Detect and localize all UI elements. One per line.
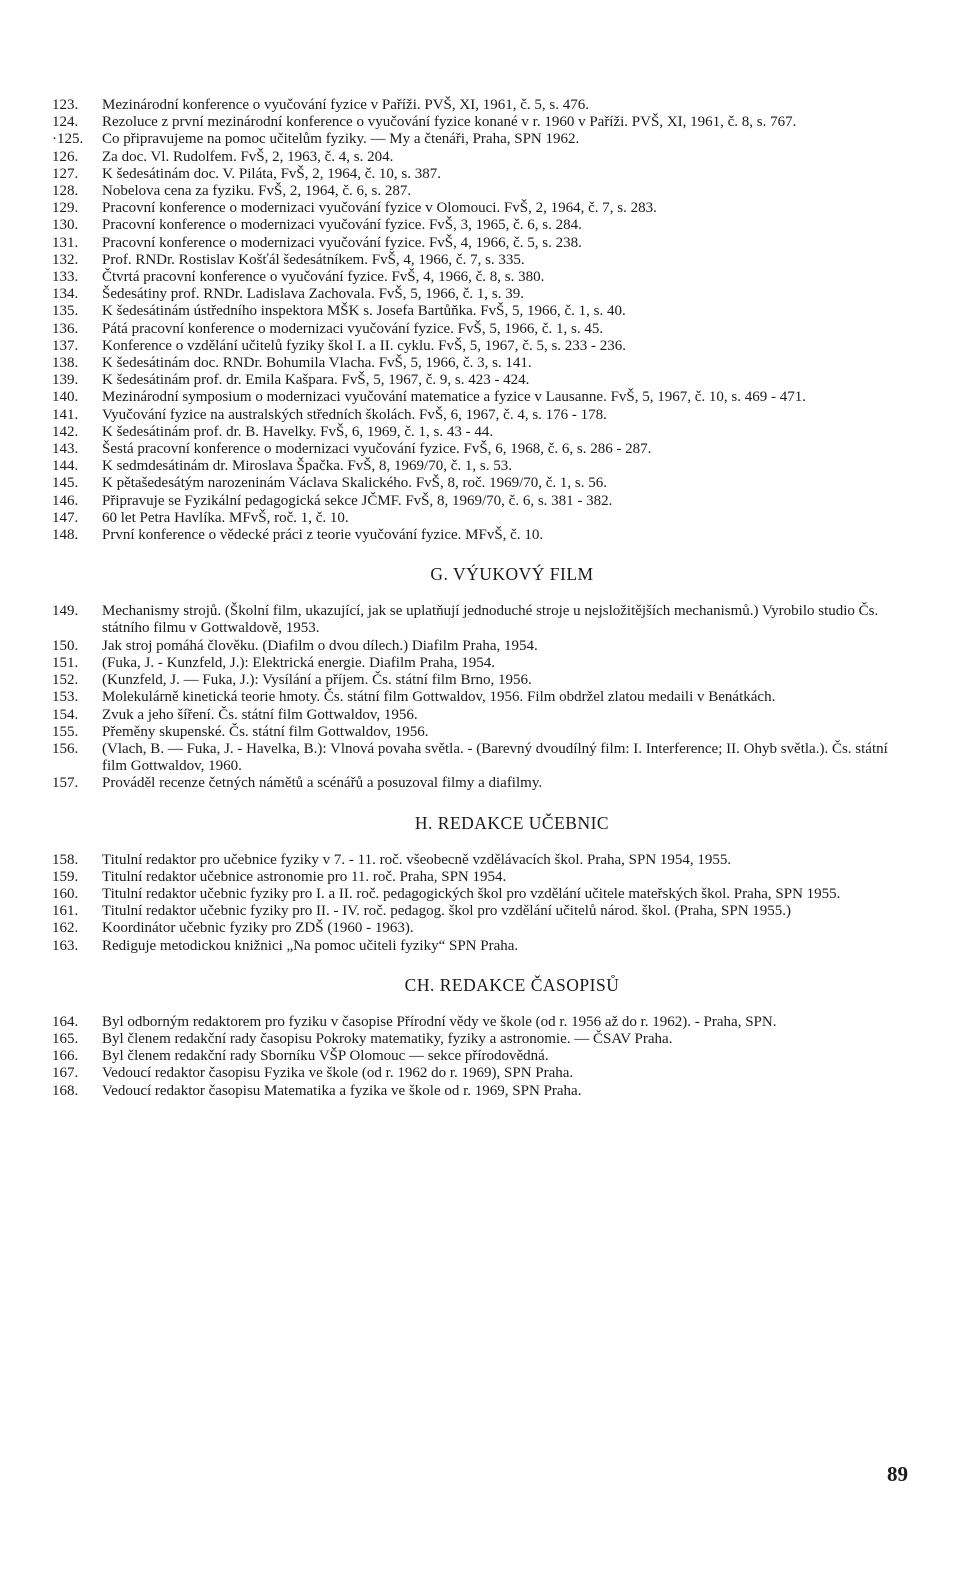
entry-number: 146. xyxy=(52,492,79,509)
bibliography-entry xyxy=(52,603,912,637)
bibliography-entry xyxy=(52,869,912,886)
bibliography-entry xyxy=(52,183,912,200)
entry-text: Titulní redaktor pro učebnice fyziky v 7. - 11. roč. všeobecně vzdělávacích škol. Praha, SPN 1954, 1955. xyxy=(102,851,732,868)
entry-text: Nobelova cena za fyziku. FvŠ, 2, 1964, č. 6, s. 287. xyxy=(102,183,412,200)
bibliography-entry xyxy=(52,1065,912,1082)
entry-text: Co připravujeme na pomoc učitelům fyziky. — My a čtenáři, Praha, SPN 1962. xyxy=(102,131,580,148)
entry-number: 150. xyxy=(52,637,79,654)
entry-text: Rediguje metodickou knižnici „Na pomoc učiteli fyziky“ SPN Praha. xyxy=(102,937,519,954)
entry-number: 163. xyxy=(52,937,79,954)
entry-list-journals xyxy=(52,1014,912,1100)
bibliography-entry xyxy=(52,338,912,355)
entry-text: Za doc. Vl. Rudolfem. FvŠ, 2, 1963, č. 4, s. 204. xyxy=(102,148,394,165)
entry-number: 155. xyxy=(52,723,79,740)
entry-number: 127. xyxy=(52,165,79,182)
bibliography-entry xyxy=(52,97,912,114)
bibliography-entry xyxy=(52,372,912,389)
bibliography-entry xyxy=(52,252,912,269)
entry-number: 149. xyxy=(52,603,79,620)
entry-text: Pracovní konference o modernizaci vyučování fyzice. FvŠ, 3, 1965, č. 6, s. 284. xyxy=(102,217,582,234)
bibliography-entry xyxy=(52,389,912,406)
bibliography-entry xyxy=(52,655,912,672)
entry-number: 128. xyxy=(52,183,79,200)
entry-text: K šedesátinám ústředního inspektora MŠK s. Josefa Bartůňka. FvŠ, 5, 1966, č. 1, s. 40. xyxy=(102,303,626,320)
entry-number: 145. xyxy=(52,475,79,492)
bibliography-entry xyxy=(52,424,912,441)
bibliography-entry xyxy=(52,458,912,475)
bibliography-entry xyxy=(52,303,912,320)
entry-number: 137. xyxy=(52,337,79,354)
entry-text: K pětašedesátým narozeninám Václava Skalického. FvŠ, 8, roč. 1969/70, č. 1, s. 56. xyxy=(102,475,608,492)
bibliography-entry xyxy=(52,441,912,458)
entry-number: 142. xyxy=(52,423,79,440)
entry-text: Pracovní konference o modernizaci vyučování fyzice v Olomouci. FvŠ, 2, 1964, č. 7, s. 283. xyxy=(102,200,657,217)
bibliography-entry xyxy=(52,775,912,792)
entry-number: 140. xyxy=(52,389,79,406)
entry-number: 126. xyxy=(52,148,79,165)
entry-number: 123. xyxy=(52,97,79,113)
entry-text: Molekulárně kinetická teorie hmoty. Čs. státní film Gottwaldov, 1956. Film obdržel zlatou medaili v Benátkách. xyxy=(102,689,776,706)
entry-text: (Kunzfeld, J. — Fuka, J.): Vysílání a příjem. Čs. státní film Brno, 1956. xyxy=(102,672,532,689)
entry-number: 167. xyxy=(52,1065,79,1082)
entry-text: Koordinátor učebnic fyziky pro ZDŠ (1960 - 1963). xyxy=(102,920,414,937)
entry-number: 130. xyxy=(52,217,79,234)
entry-number: 129. xyxy=(52,200,79,217)
entry-text: Čtvrtá pracovní konference o vyučování fyzice. FvŠ, 4, 1966, č. 8, s. 380. xyxy=(102,269,545,286)
bibliography-entry xyxy=(52,1083,912,1100)
entry-number: 139. xyxy=(52,372,79,389)
bibliography-entry xyxy=(52,886,912,903)
entry-text: Vedoucí redaktor časopisu Fyzika ve škole (od r. 1962 do r. 1969), SPN Praha. xyxy=(102,1065,574,1082)
bibliography-entry xyxy=(52,269,912,286)
entry-text: K sedmdesátinám dr. Miroslava Špačka. FvŠ, 8, 1969/70, č. 1, s. 53. xyxy=(102,458,512,475)
page-number: 89 xyxy=(887,1462,908,1486)
bibliography-entry xyxy=(52,1014,912,1031)
bibliography-entry xyxy=(52,724,912,741)
entry-number: 133. xyxy=(52,269,79,286)
bibliography-entry xyxy=(52,149,912,166)
entry-number: ·125. xyxy=(52,131,84,148)
bibliography-entry xyxy=(52,903,912,920)
entry-text: Konference o vzdělání učitelů fyziky škol I. a II. cyklu. FvŠ, 5, 1967, č. 5, s. 233 - 236. xyxy=(102,337,627,354)
entry-text: K šedesátinám doc. V. Piláta, FvŠ, 2, 1964, č. 10, s. 387. xyxy=(102,165,442,182)
entry-number: 161. xyxy=(52,903,79,920)
entry-number: 138. xyxy=(52,355,79,372)
entry-number: 156. xyxy=(52,740,79,757)
entry-list-film xyxy=(52,603,912,792)
entry-text: K šedesátinám doc. RNDr. Bohumila Vlacha. FvŠ, 5, 1966, č. 3, s. 141. xyxy=(102,355,532,372)
entry-number: 160. xyxy=(52,885,79,902)
bibliography-entry xyxy=(52,131,912,148)
entry-text: Byl členem redakční rady časopisu Pokroky matematiky, fyziky a astronomie. — ČSAV Praha. xyxy=(102,1030,673,1047)
entry-number: 168. xyxy=(52,1082,79,1099)
entry-text: Jak stroj pomáhá člověku. (Diafilm o dvou dílech.) Diafilm Praha, 1954. xyxy=(102,637,538,654)
entry-text: Titulní redaktor učebnice astronomie pro 11. roč. Praha, SPN 1954. xyxy=(102,868,507,885)
bibliography-entry xyxy=(52,938,912,955)
bibliography-entry xyxy=(52,286,912,303)
entry-number: 151. xyxy=(52,654,79,671)
bibliography-entry xyxy=(52,114,912,131)
entry-text: Prováděl recenze četných námětů a scénářů a posuzoval filmy a diafilmy. xyxy=(102,775,543,792)
entry-text: Šedesátiny prof. RNDr. Ladislava Zachovala. FvŠ, 5, 1966, č. 1, s. 39. xyxy=(102,286,525,303)
entry-text: (Vlach, B. — Fuka, J. - Havelka, B.): Vlnová povaha světla. - (Barevný dvoudílný film: I. Interference; II. Ohyb světla.). Čs. státní film Gottwaldov, 1960. xyxy=(102,740,888,775)
entry-text: Vedoucí redaktor časopisu Matematika a fyzika ve škole od r. 1969, SPN Praha. xyxy=(102,1082,582,1099)
bibliography-entry xyxy=(52,689,912,706)
bibliography-entry xyxy=(52,672,912,689)
entry-text: Byl odborným redaktorem pro fyziku v časopise Přírodní vědy ve škole (od r. 1956 až do r. 1962). - Praha, SPN. xyxy=(102,1013,777,1030)
section-heading-journals: CH. REDAKCE ČASOPISŮ xyxy=(404,974,620,995)
entry-text: Rezoluce z první mezinárodní konference o vyučování fyzice konané v r. 1960 v Paříži. PVŠ, XI, 1961, č. 8, s. 767. xyxy=(102,114,797,131)
entry-text: 60 let Petra Havlíka. MFvŠ, roč. 1, č. 10. xyxy=(102,509,349,526)
bibliography-entry xyxy=(52,1048,912,1065)
entry-number: 148. xyxy=(52,527,79,544)
entry-number: 134. xyxy=(52,286,79,303)
entry-text: Byl členem redakční rady Sborníku VŠP Olomouc — sekce přírodovědná. xyxy=(102,1048,549,1065)
entry-text: Vyučování fyzice na australských středních školách. FvŠ, 6, 1967, č. 4, s. 176 - 178. xyxy=(102,406,607,423)
entry-number: 132. xyxy=(52,251,79,268)
entry-number: 166. xyxy=(52,1048,79,1065)
entry-number: 143. xyxy=(52,441,79,458)
bibliography-entry xyxy=(52,741,912,775)
entry-text: Mezinárodní symposium o modernizaci vyučování matematice a fyzice v Lausanne. FvŠ, 5, 1967, č. 10, s. 469 - 471. xyxy=(102,389,806,406)
entry-text: Mezinárodní konference o vyučování fyzice v Paříži. PVŠ, XI, 1961, č. 5, s. 476. xyxy=(102,97,589,113)
entry-text: Titulní redaktor učebnic fyziky pro II. - IV. roč. pedagog. škol pro vzdělání učitelů národ. škol. (Praha, SPN 1955.) xyxy=(102,903,792,920)
entry-number: 135. xyxy=(52,303,79,320)
bibliography-entry xyxy=(52,493,912,510)
bibliography-entry xyxy=(52,407,912,424)
bibliography-entry xyxy=(52,638,912,655)
bibliography-entry xyxy=(52,1031,912,1048)
bibliography-entry xyxy=(52,852,912,869)
entry-number: 152. xyxy=(52,672,79,689)
document-content xyxy=(52,97,912,1100)
entry-list-textbooks xyxy=(52,852,912,955)
entry-number: 147. xyxy=(52,509,79,526)
entry-number: 131. xyxy=(52,234,79,251)
bibliography-entry xyxy=(52,217,912,234)
section-heading-textbooks: H. REDAKCE UČEBNIC xyxy=(414,812,610,833)
entry-text: Pátá pracovní konference o modernizaci vyučování fyzice. FvŠ, 5, 1966, č. 1, s. 45. xyxy=(102,320,604,337)
entry-text: Zvuk a jeho šíření. Čs. státní film Gottwaldov, 1956. xyxy=(102,706,418,723)
entry-number: 136. xyxy=(52,320,79,337)
entry-text: Mechanismy strojů. (Školní film, ukazující, jak se uplatňují jednoduché stroje u nejsložitějších mechanismů.) Vyrobilo studio Čs. státního filmu v Gottwaldově, 1953. xyxy=(102,603,879,637)
bibliography-entry xyxy=(52,200,912,217)
entry-text: K šedesátinám prof. dr. Emila Kašpara. FvŠ, 5, 1967, č. 9, s. 423 - 424. xyxy=(102,372,530,389)
bibliography-entry xyxy=(52,510,912,527)
entry-text: Připravuje se Fyzikální pedagogická sekce JČMF. FvŠ, 8, 1969/70, č. 6, s. 381 - 382. xyxy=(102,492,613,509)
entry-number: 157. xyxy=(52,775,79,792)
bibliography-entry xyxy=(52,355,912,372)
entry-number: 165. xyxy=(52,1030,79,1047)
bibliography-entry xyxy=(52,321,912,338)
bibliography-entry xyxy=(52,707,912,724)
entry-text: Prof. RNDr. Rostislav Košťál šedesátníkem. FvŠ, 4, 1966, č. 7, s. 335. xyxy=(102,251,525,268)
entry-text: Titulní redaktor učebnic fyziky pro I. a II. roč. pedagogických škol pro vzdělání učitele mateřských škol. Praha, SPN 1955. xyxy=(102,885,841,902)
entry-number: 154. xyxy=(52,706,79,723)
bibliography-entry xyxy=(52,527,912,544)
entry-number: 159. xyxy=(52,868,79,885)
entry-number: 144. xyxy=(52,458,79,475)
entry-number: 164. xyxy=(52,1013,79,1030)
entry-number: 162. xyxy=(52,920,79,937)
entry-number: 153. xyxy=(52,689,79,706)
bibliography-entry xyxy=(52,166,912,183)
entry-number: 124. xyxy=(52,114,79,131)
entry-text: Přeměny skupenské. Čs. státní film Gottwaldov, 1956. xyxy=(102,723,429,740)
entry-number: 158. xyxy=(52,851,79,868)
entry-text: K šedesátinám prof. dr. B. Havelky. FvŠ, 6, 1969, č. 1, s. 43 - 44. xyxy=(102,423,494,440)
entry-list-misc xyxy=(52,97,912,544)
entry-text: Pracovní konference o modernizaci vyučování fyzice. FvŠ, 4, 1966, č. 5, s. 238. xyxy=(102,234,582,251)
entry-text: (Fuka, J. - Kunzfeld, J.): Elektrická energie. Diafilm Praha, 1954. xyxy=(102,654,495,671)
bibliography-entry xyxy=(52,475,912,492)
bibliography-entry xyxy=(52,920,912,937)
bibliography-entry xyxy=(52,235,912,252)
entry-text: Šestá pracovní konference o modernizaci vyučování fyzice. FvŠ, 6, 1968, č. 6, s. 286 - 287. xyxy=(102,441,652,458)
entry-text: První konference o vědecké práci z teorie vyučování fyzice. MFvŠ, č. 10. xyxy=(102,527,544,544)
section-heading-film: G. VÝUKOVÝ FILM xyxy=(430,564,594,585)
entry-number: 141. xyxy=(52,406,79,423)
